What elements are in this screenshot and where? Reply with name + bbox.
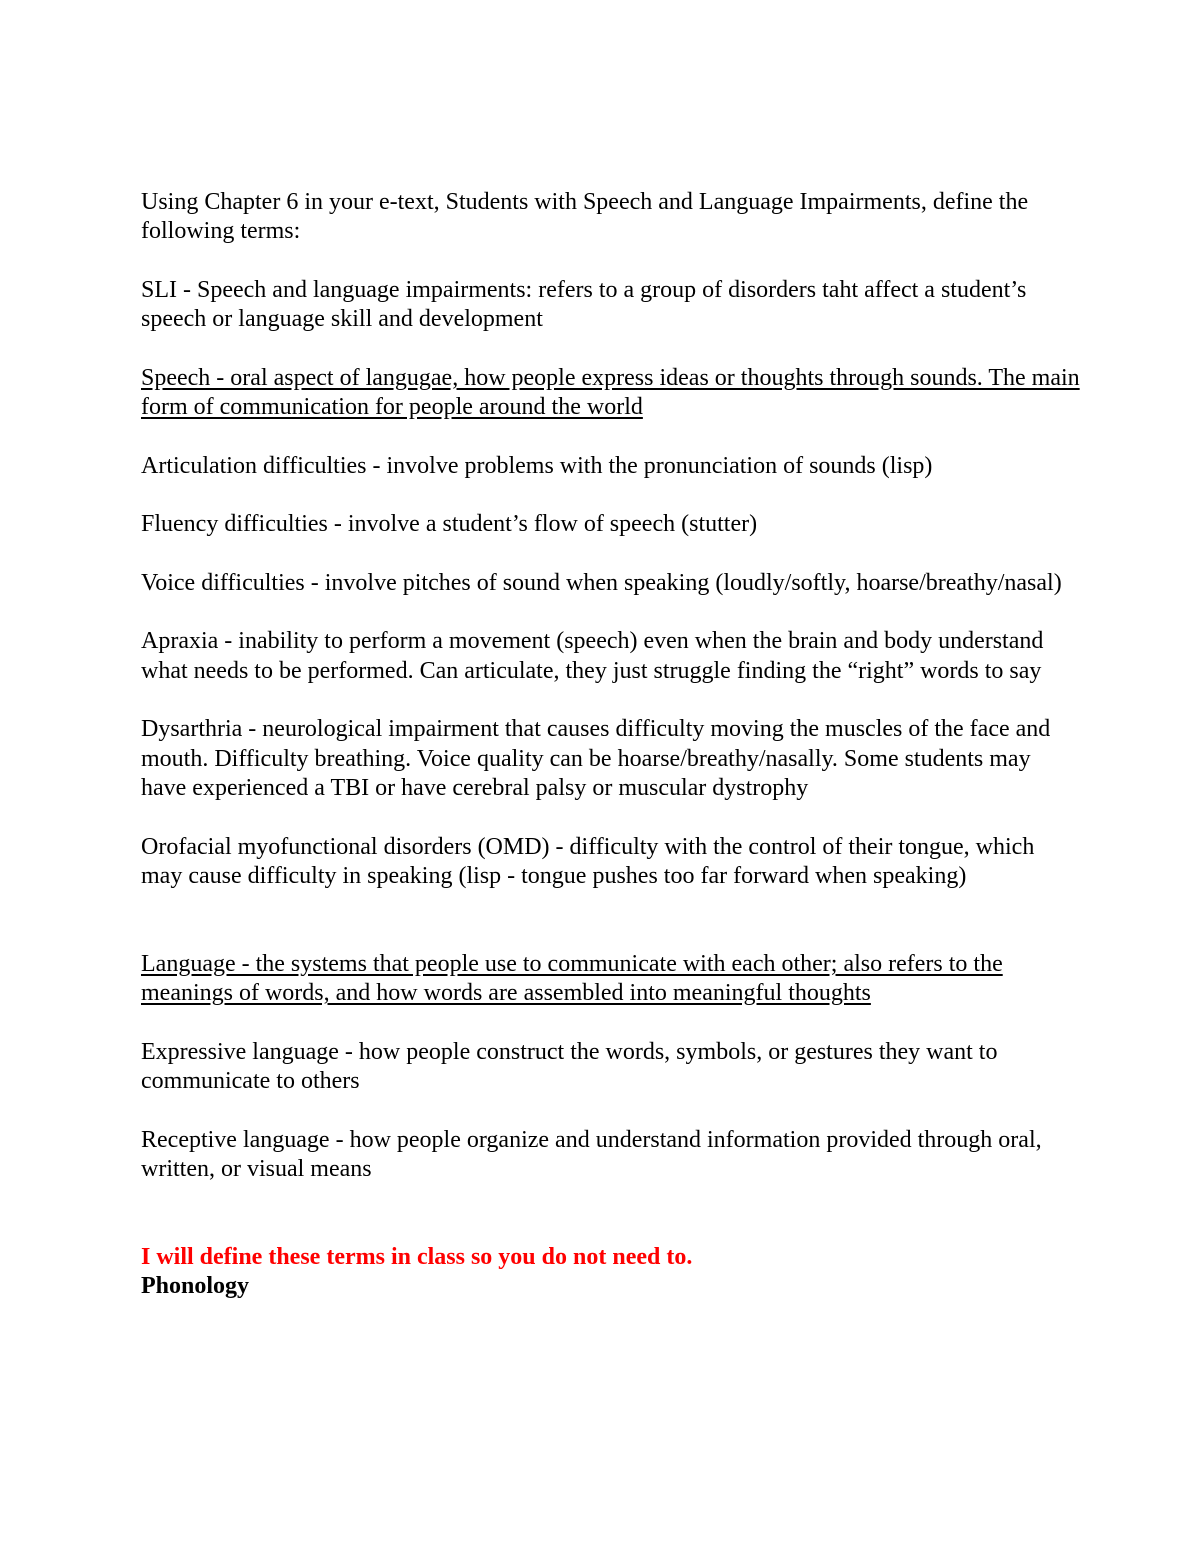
definition-apraxia: Apraxia - inability to perform a movement (speech) even when the brain and body understand what needs to be performed. Can articulate, they just struggle finding the “right” words to say [141, 628, 1044, 684]
definition-dysarthria: Dysarthria - neurological impairment that causes difficulty moving the muscles of the face and mouth. Difficulty breathing. Voice quality can be hoarse/breathy/nasally. Some students may have experienced a TBI or have cerebral palsy or muscular dystrophy [141, 716, 1051, 801]
term-phonology: Phonology [141, 1272, 250, 1299]
instructor-note: I will define these terms in class so you do not need to. [141, 1243, 693, 1270]
definition-omd: Orofacial myofunctional disorders (OMD) - difficulty with the control of their tongue, which may cause difficulty in speaking (lisp - tongue pushes too far forward when speaking) [141, 833, 1035, 889]
definition-language: Language - the systems that people use to communicate with each other; also refers to the meanings of words, and how words are assembled into meaningful thoughts [141, 950, 1003, 1007]
blank-line [141, 1213, 1081, 1242]
blank-line [141, 920, 1081, 949]
definition-receptive: Receptive language - how people organize and understand information provided through oral, written, or visual means [141, 1126, 1042, 1182]
definition-voice: Voice difficulties - involve pitches of sound when speaking (loudly/softly, hoarse/breathy/nasal) [141, 569, 1062, 596]
definition-articulation: Articulation difficulties - involve problems with the pronunciation of sounds (lisp) [141, 452, 933, 479]
definition-fluency: Fluency difficulties - involve a student’s flow of speech (stutter) [141, 511, 758, 538]
document-body [141, 188, 1081, 1301]
definition-sli: SLI - Speech and language impairments: refers to a group of disorders taht affect a student’s speech or language skill and development [141, 276, 1027, 333]
definition-speech: Speech - oral aspect of langugae, how people express ideas or thoughts through sounds. The main form of communication for people around the world [141, 364, 1080, 421]
intro-paragraph: Using Chapter 6 in your e-text, Students with Speech and Language Impairments, define the following terms: [141, 189, 1029, 245]
definition-expressive: Expressive language - how people construct the words, symbols, or gestures they want to communicate to others [141, 1038, 998, 1094]
